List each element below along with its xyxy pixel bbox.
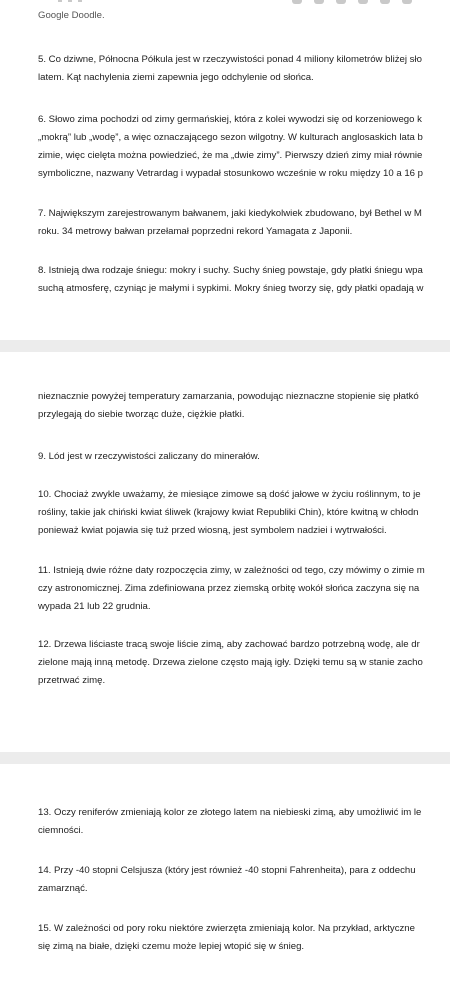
paragraph-7 — [38, 205, 422, 241]
text-line: 12. Drzewa liściaste tracą swoje liście zimą, aby zachować bardzo potrzebną wodę, ale dr — [38, 639, 420, 650]
paragraph-13 — [38, 804, 421, 840]
document-page-2 — [0, 352, 450, 752]
paragraph-9 — [38, 448, 260, 466]
text-line: roku. 34 metrowy bałwan przełamał poprzedni rekord Yamagata z Japonii. — [38, 226, 353, 237]
text-line: 14. Przy -40 stopni Celsjusza (który jest również -40 stopni Fahrenheita), para z oddechu — [38, 865, 416, 876]
text-line: czy astronomicznej. Zima zdefiniowana przez ziemską orbitę wokół słońca zaczyna się na — [38, 583, 420, 594]
toolbar-left-fragment — [58, 0, 82, 2]
text-line: zamarznąć. — [38, 883, 88, 894]
toolbar-fragment — [0, 0, 450, 8]
paragraph-6 — [38, 111, 423, 183]
paragraph-5 — [38, 51, 422, 87]
toolbar-icon[interactable] — [380, 0, 390, 4]
text-line: 11. Istnieją dwie różne daty rozpoczęcia zimy, w zależności od tego, czy mówimy o zimie m — [38, 565, 425, 576]
text-line: 5. Co dziwne, Północna Półkula jest w rzeczywistości ponad 4 miliony kilometrów bliżej sło — [38, 54, 422, 65]
text-line: zimie, więc cielęta można powiedzieć, że ma „dwie zimy”. Pierwszy dzień zimy miał równie — [38, 150, 423, 161]
text-line: nieznacznie powyżej temperatury zamarzania, powodując nieznaczne stopienie się płatkó — [38, 391, 419, 402]
text-line: przetrwać zimę. — [38, 675, 106, 686]
text-line: 6. Słowo zima pochodzi od zimy germańskiej, która z kolei wywodzi się od korzeniowego k — [38, 114, 422, 125]
text-line: latem. Kąt nachylenia ziemi zapewnia jego odchylenie od słońca. — [38, 72, 314, 83]
cut-off-line: Google Doodle. — [38, 10, 105, 21]
text-line: ciemności. — [38, 825, 84, 836]
paragraph-10 — [38, 486, 421, 540]
toolbar-right-fragment — [292, 0, 412, 4]
text-line: suchą atmosferę, czyniąc je małymi i sypkimi. Mokry śnieg tworzy się, gdy płatki opadają w — [38, 283, 424, 294]
toolbar-icon[interactable] — [402, 0, 412, 4]
toolbar-icon[interactable] — [358, 0, 368, 4]
text-line: 13. Oczy reniferów zmieniają kolor ze złotego latem na niebieski zimą, aby umożliwić im le — [38, 807, 422, 818]
text-line: „mokrą” lub „wodę”, a więc oznaczającego sezon wilgotny. W kulturach anglosaskich lata b — [38, 132, 423, 143]
text-line: 8. Istnieją dwa rodzaje śniegu: mokry i suchy. Suchy śnieg powstaje, gdy płatki śniegu wpa — [38, 265, 423, 276]
toolbar-icon[interactable] — [292, 0, 302, 4]
document-page-3 — [0, 764, 450, 1000]
toolbar-icon[interactable] — [336, 0, 346, 4]
text-line: ponieważ kwiat pojawia się tuż przed wiosną, jest symbolem nadziei i wytrwałości. — [38, 525, 387, 536]
paragraph-8 — [38, 262, 424, 298]
text-line: 15. W zależności od pory roku niektóre zwierzęta zmieniają kolor. Na przykład, arktyczne — [38, 923, 415, 934]
toolbar-mark — [68, 0, 72, 2]
paragraph-14 — [38, 862, 416, 898]
text-line: 9. Lód jest w rzeczywistości zaliczany do minerałów. — [38, 451, 260, 462]
toolbar-mark — [78, 0, 82, 2]
text-line: symboliczne, nazwany Vetrardag i wypadał stosunkowo wcześnie w roku między 10 a 16 p — [38, 168, 424, 179]
text-line: przylegają do siebie tworząc duże, ciężkie płatki. — [38, 409, 245, 420]
document-page-1 — [0, 0, 450, 340]
toolbar-mark — [58, 0, 62, 2]
paragraph-15 — [38, 920, 415, 956]
text-line: zielone mają inną metodę. Drzewa zielone często mają igły. Dzięki temu są w stanie zacho — [38, 657, 423, 668]
paragraph-12 — [38, 636, 423, 690]
toolbar-icon[interactable] — [314, 0, 324, 4]
text-line: 7. Największym zarejestrowanym bałwanem, jaki kiedykolwiek zbudowano, był Bethel w M — [38, 208, 422, 219]
paragraph-11 — [38, 562, 425, 616]
text-line: rośliny, takie jak chiński kwiat śliwek (krajowy kwiat Republiki Chin), które kwitną w chłodn — [38, 507, 419, 518]
text-line: się zimą na białe, dzięki czemu może lepiej wtopić się w śnieg. — [38, 941, 305, 952]
paragraph-8-continued — [38, 388, 419, 424]
text-line: 10. Chociaż zwykle uważamy, że miesiące zimowe są dość jałowe w życiu roślinnym, to je — [38, 489, 421, 500]
text-line: wypada 21 lub 22 grudnia. — [38, 601, 151, 612]
